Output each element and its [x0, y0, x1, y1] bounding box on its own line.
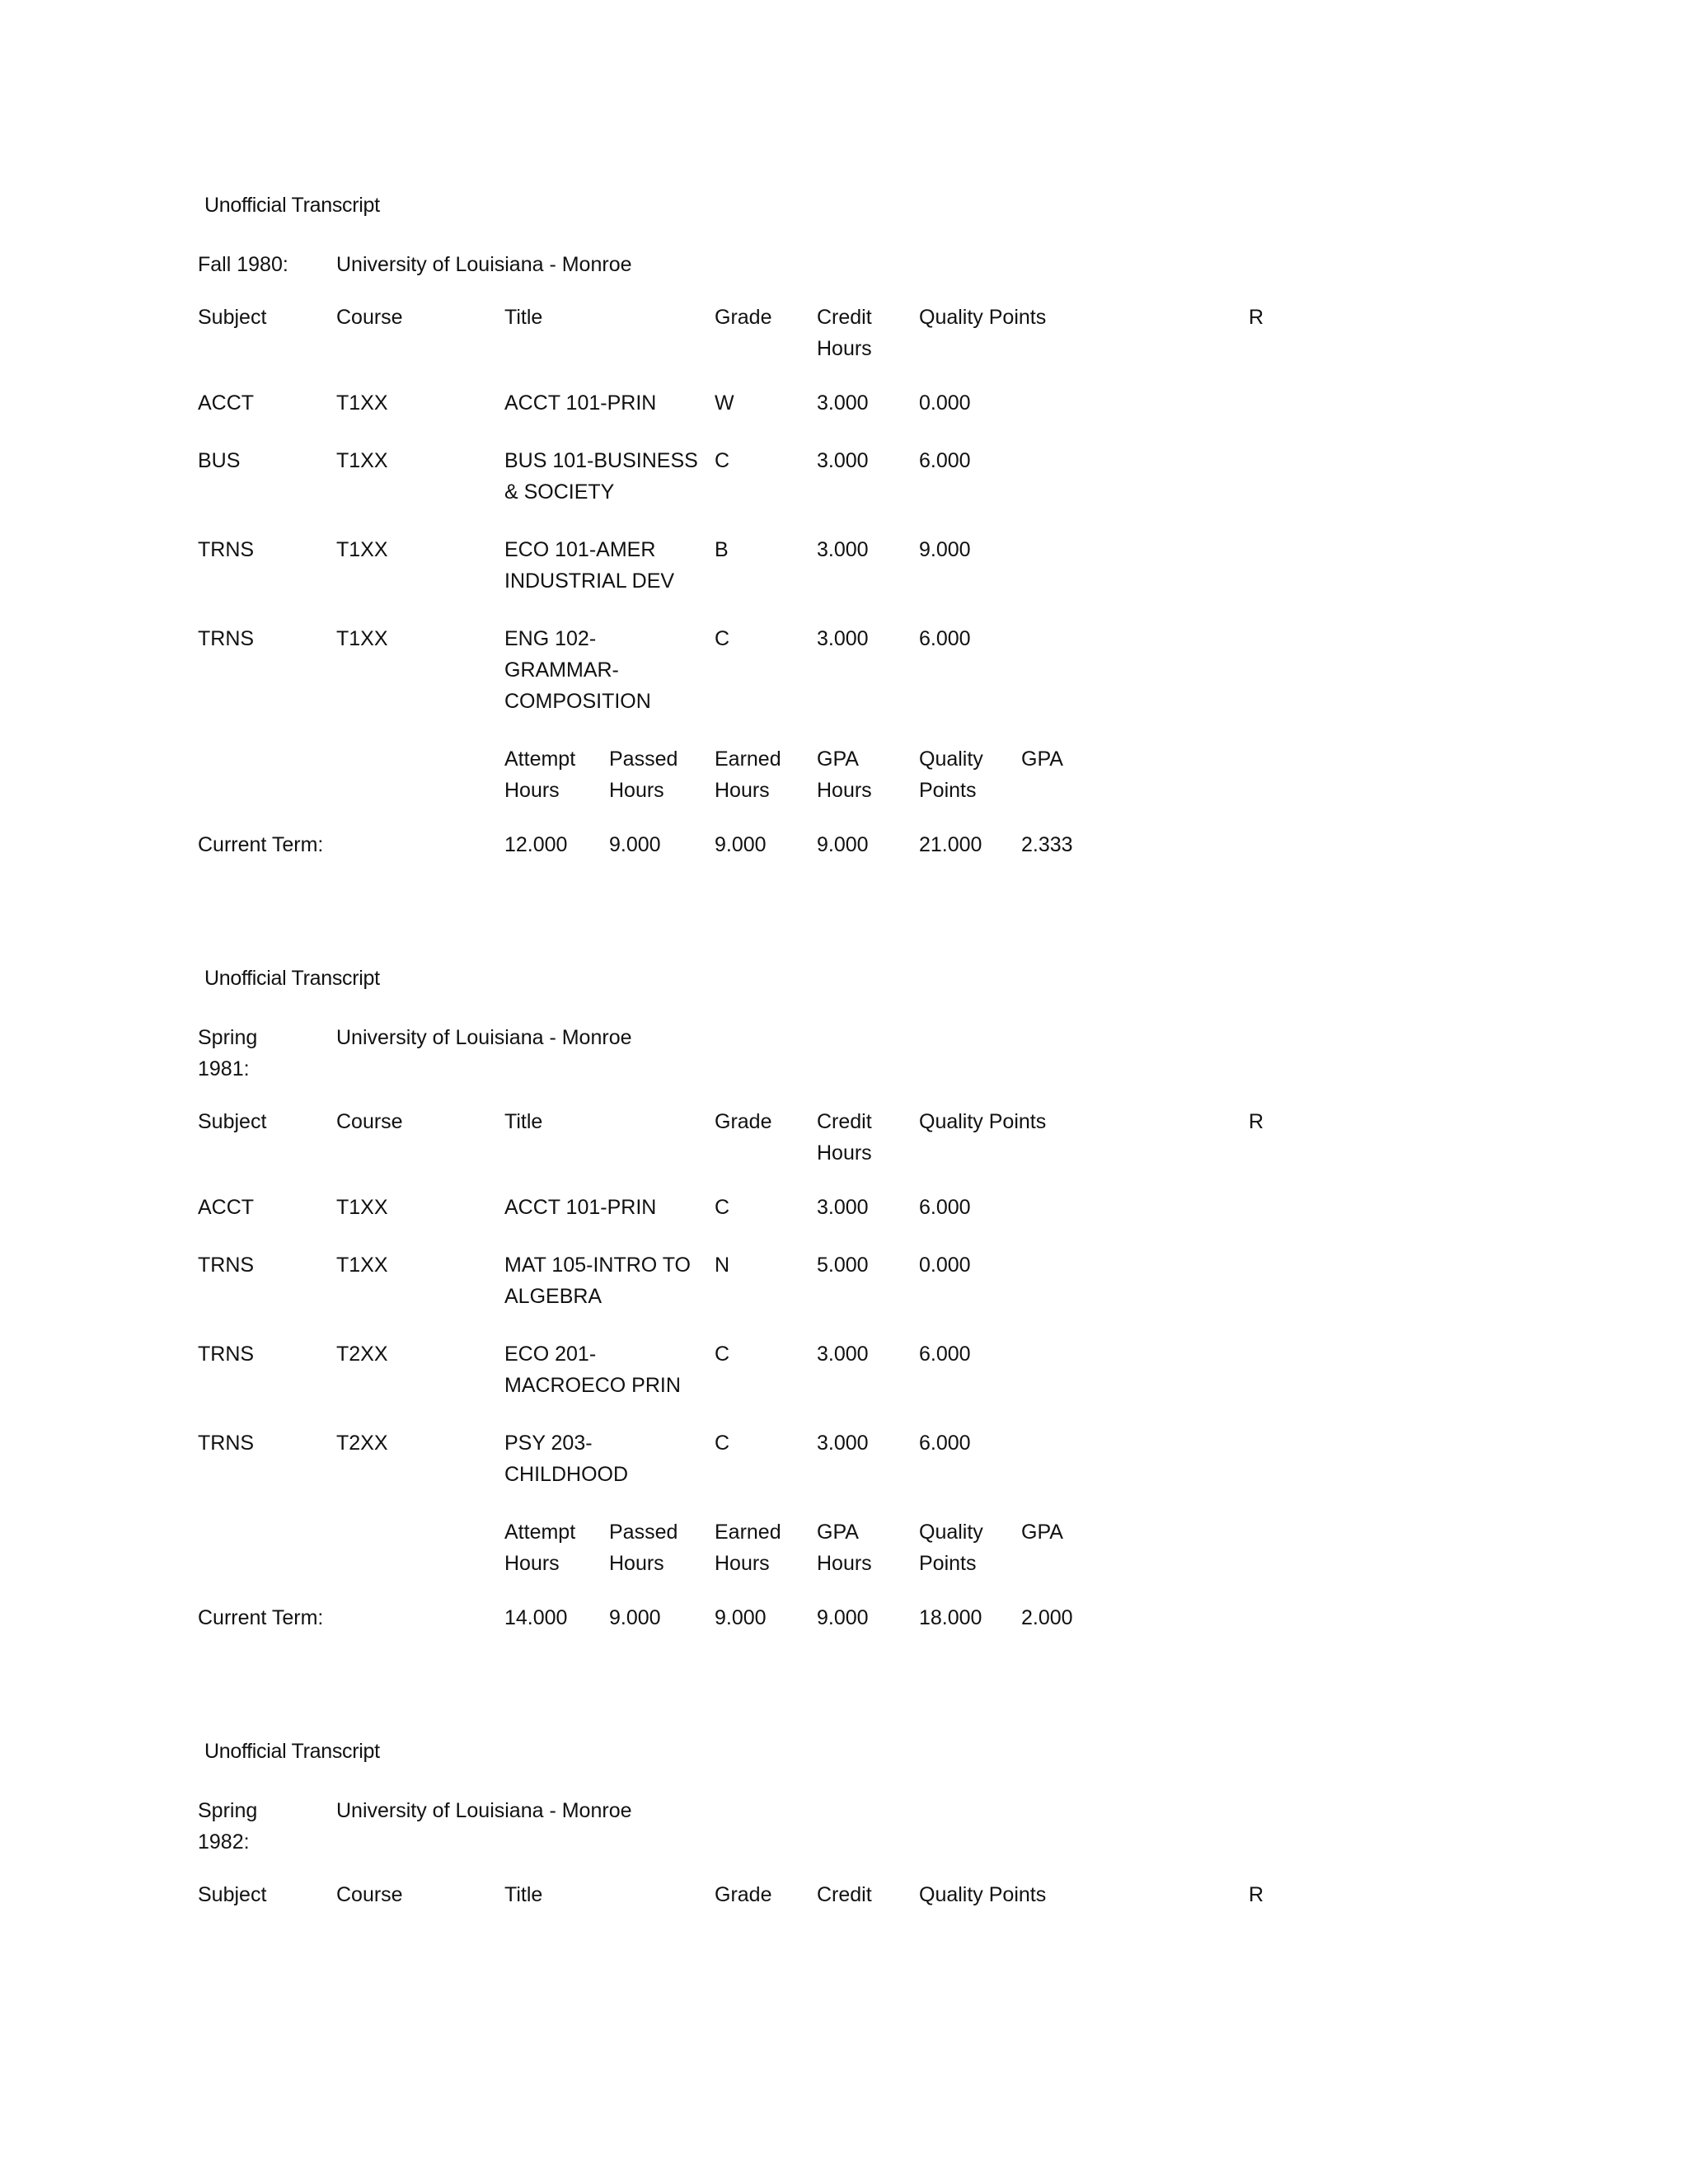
course-credit-hours: 3.000 [817, 538, 869, 561]
course-title: ECO 101-AMER INDUSTRIAL DEV [504, 538, 675, 593]
term-label: Fall 1980: [198, 253, 288, 276]
course-credit-hours: 3.000 [817, 391, 869, 415]
current-term-label: Current Term: [198, 833, 324, 856]
course-subject: BUS [198, 449, 241, 472]
course-row [198, 1249, 1550, 1312]
term-section [198, 190, 1550, 963]
term-summary-row [198, 1602, 1550, 1633]
course-number: T1XX [336, 391, 388, 415]
col-grade: Grade [715, 1883, 772, 1906]
course-credit-hours: 3.000 [817, 449, 869, 472]
term-summary-header-row [198, 743, 1550, 806]
course-credit-hours: 3.000 [817, 1432, 869, 1455]
course-title: ACCT 101-PRIN [504, 1196, 657, 1219]
term-section [198, 963, 1550, 1736]
col-course: Course [336, 1110, 403, 1133]
term-gap [198, 860, 1550, 963]
term-section [198, 1736, 1550, 1910]
summary-earned-hours: 9.000 [715, 833, 767, 856]
col-quality-points: Quality Points [919, 306, 1047, 329]
course-quality-points: 6.000 [919, 1196, 971, 1219]
summary-attempt-hours-label: Attempt Hours [504, 748, 576, 802]
course-number: T1XX [336, 449, 388, 472]
col-course: Course [336, 306, 403, 329]
course-number: T1XX [336, 1254, 388, 1277]
term-header [198, 1795, 1550, 1858]
course-grade: C [715, 1196, 730, 1219]
summary-earned-hours-label: Earned Hours [715, 1521, 781, 1575]
summary-gpa-hours: 9.000 [817, 833, 869, 856]
course-row [198, 623, 1550, 717]
course-grade: B [715, 538, 729, 561]
course-quality-points: 9.000 [919, 538, 971, 561]
summary-earned-hours-label: Earned Hours [715, 748, 781, 802]
term-header [198, 249, 1550, 280]
summary-gpa: 2.000 [1021, 1606, 1073, 1629]
institution-name: University of Louisiana - Monroe [336, 1026, 632, 1049]
course-row [198, 1338, 1550, 1401]
course-credit-hours: 3.000 [817, 1196, 869, 1219]
summary-gpa-hours: 9.000 [817, 1606, 869, 1629]
col-grade: Grade [715, 306, 772, 329]
column-header-row [198, 1879, 1550, 1910]
course-row [198, 387, 1550, 419]
course-quality-points: 0.000 [919, 391, 971, 415]
course-number: T1XX [336, 1196, 388, 1219]
course-grade: N [715, 1254, 730, 1277]
course-subject: TRNS [198, 1343, 255, 1366]
term-label: Spring 1982: [198, 1799, 258, 1854]
col-credit-hours: Credit Hours [817, 1110, 872, 1165]
course-row [198, 1427, 1550, 1490]
course-quality-points: 6.000 [919, 627, 971, 650]
summary-passed-hours: 9.000 [609, 833, 661, 856]
institution-name: University of Louisiana - Monroe [336, 253, 632, 276]
course-row [198, 534, 1550, 597]
col-r: R [1249, 1110, 1264, 1133]
term-label: Spring 1981: [198, 1026, 258, 1080]
col-subject: Subject [198, 1883, 267, 1906]
course-grade: W [715, 391, 734, 415]
course-credit-hours: 3.000 [817, 1343, 869, 1366]
document-title: Unofficial Transcript [204, 967, 380, 990]
course-grade: C [715, 627, 730, 650]
summary-passed-hours-label: Passed Hours [609, 748, 678, 802]
summary-attempt-hours: 14.000 [504, 1606, 568, 1629]
course-title: BUS 101-BUSINESS & SOCIETY [504, 449, 698, 504]
col-credit-hours: Credit [817, 1883, 872, 1906]
course-row [198, 1192, 1550, 1223]
course-credit-hours: 5.000 [817, 1254, 869, 1277]
course-grade: C [715, 1432, 730, 1455]
col-title: Title [504, 1883, 543, 1906]
course-quality-points: 6.000 [919, 1432, 971, 1455]
course-number: T2XX [336, 1432, 388, 1455]
course-subject: TRNS [198, 1254, 255, 1277]
summary-gpa: 2.333 [1021, 833, 1073, 856]
column-header-row [198, 302, 1550, 364]
col-r: R [1249, 1883, 1264, 1906]
column-header-row [198, 1106, 1550, 1169]
term-summary-header-row [198, 1516, 1550, 1579]
document-title: Unofficial Transcript [204, 194, 380, 217]
summary-gpa-hours-label: GPA Hours [817, 1521, 872, 1575]
col-title: Title [504, 1110, 543, 1133]
course-quality-points: 0.000 [919, 1254, 971, 1277]
course-subject: TRNS [198, 1432, 255, 1455]
course-quality-points: 6.000 [919, 449, 971, 472]
summary-attempt-hours-label: Attempt Hours [504, 1521, 576, 1575]
summary-passed-hours-label: Passed Hours [609, 1521, 678, 1575]
summary-gpa-label: GPA [1021, 1521, 1063, 1544]
course-title: ACCT 101-PRIN [504, 391, 657, 415]
col-subject: Subject [198, 306, 267, 329]
document-title: Unofficial Transcript [204, 1740, 380, 1763]
summary-quality-points: 18.000 [919, 1606, 982, 1629]
col-quality-points: Quality Points [919, 1883, 1047, 1906]
course-grade: C [715, 1343, 730, 1366]
course-subject: TRNS [198, 538, 255, 561]
term-gap [198, 1633, 1550, 1736]
summary-gpa-hours-label: GPA Hours [817, 748, 872, 802]
summary-quality-points-label: Quality Points [919, 748, 983, 802]
summary-attempt-hours: 12.000 [504, 833, 568, 856]
col-course: Course [336, 1883, 403, 1906]
course-title: ECO 201- MACROECO PRIN [504, 1343, 681, 1397]
course-credit-hours: 3.000 [817, 627, 869, 650]
course-title: PSY 203- CHILDHOOD [504, 1432, 629, 1486]
course-number: T1XX [336, 538, 388, 561]
course-number: T2XX [336, 1343, 388, 1366]
col-r: R [1249, 306, 1264, 329]
course-row [198, 445, 1550, 508]
course-number: T1XX [336, 627, 388, 650]
col-quality-points: Quality Points [919, 1110, 1047, 1133]
course-title: MAT 105-INTRO TO ALGEBRA [504, 1254, 691, 1308]
course-title: ENG 102- GRAMMAR- COMPOSITION [504, 627, 651, 713]
course-subject: ACCT [198, 1196, 255, 1219]
institution-name: University of Louisiana - Monroe [336, 1799, 632, 1822]
col-credit-hours: Credit Hours [817, 306, 872, 360]
current-term-label: Current Term: [198, 1606, 324, 1629]
course-grade: C [715, 449, 730, 472]
summary-gpa-label: GPA [1021, 748, 1063, 771]
course-subject: ACCT [198, 391, 255, 415]
summary-quality-points-label: Quality Points [919, 1521, 983, 1575]
summary-passed-hours: 9.000 [609, 1606, 661, 1629]
summary-earned-hours: 9.000 [715, 1606, 767, 1629]
term-summary-row [198, 829, 1550, 860]
transcript-page [198, 190, 1550, 1933]
course-quality-points: 6.000 [919, 1343, 971, 1366]
col-subject: Subject [198, 1110, 267, 1133]
summary-quality-points: 21.000 [919, 833, 982, 856]
term-header [198, 1022, 1550, 1085]
col-grade: Grade [715, 1110, 772, 1133]
course-subject: TRNS [198, 627, 255, 650]
col-title: Title [504, 306, 543, 329]
